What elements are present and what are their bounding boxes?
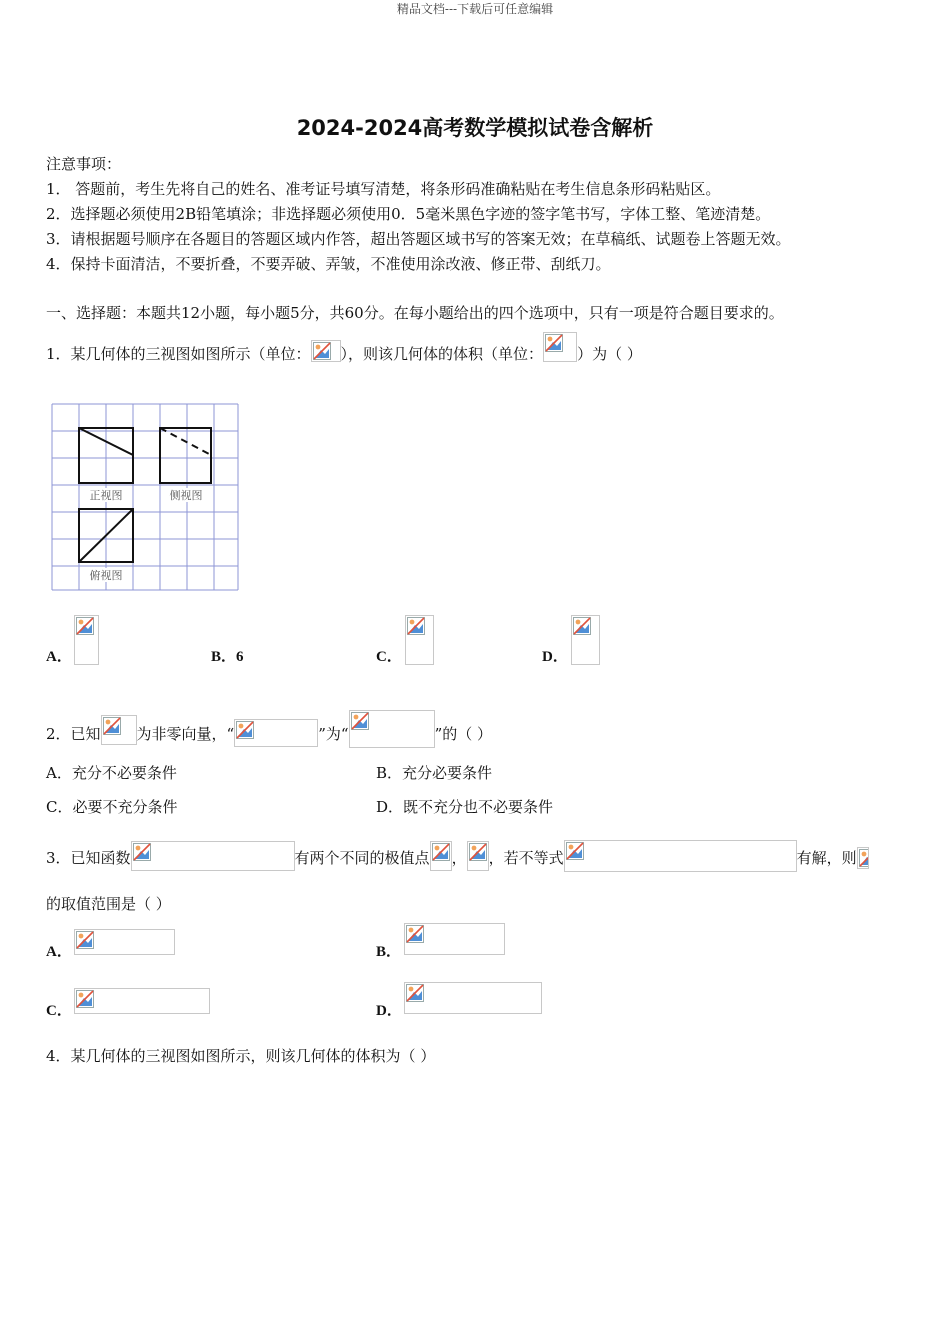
q3-option-a-label[interactable]: A． (46, 944, 72, 960)
question-1-stem: 1．某几何体的三视图如图所示（单位： ），则该几何体的体积（单位： ）为（ ） (46, 340, 642, 370)
q1-option-d-image[interactable] (571, 615, 600, 665)
formula-image (467, 841, 489, 871)
question-3-stem: 3．已知函数 有两个不同的极值点 ， ，若不等式 有解，则 (46, 843, 869, 875)
top-view-label: 俯视图 (89, 569, 123, 582)
notice-item: 2．选择题必须使用2B铅笔填涂；非选择题必须使用0．5毫米黑色字迹的签字笔书写，字体工整、笔迹清楚。 (46, 205, 771, 223)
q1-option-d-label[interactable]: D． (542, 649, 568, 665)
q2-option-c[interactable]: C．必要不充分条件 (46, 798, 178, 816)
notice-item: 4．保持卡面清洁，不要折叠，不要弄破、弄皱，不准使用涂改液、修正带、刮纸刀。 (46, 255, 611, 273)
broken-image-icon (76, 990, 94, 1008)
side-view-rect (160, 428, 211, 483)
broken-image-icon (566, 842, 584, 860)
q1-option-c-image[interactable] (405, 615, 434, 665)
side-view-dashed (160, 428, 211, 455)
q3-option-d-image[interactable] (404, 982, 542, 1014)
q1-option-a-label[interactable]: A． (46, 649, 72, 665)
page-title: 2024-2024高考数学模拟试卷含解析 (296, 116, 654, 140)
broken-image-icon (351, 712, 369, 730)
q3-option-b-image[interactable] (404, 923, 505, 955)
formula-image (857, 847, 869, 869)
formula-image (543, 332, 577, 362)
question-2-stem: 2．已知 为非零向量，“ ”为“ ”的（ ） (46, 716, 492, 754)
q3-option-b-label[interactable]: B． (376, 944, 402, 960)
broken-image-icon (573, 617, 591, 635)
page-header: 精品文档---下载后可任意编辑 (396, 2, 554, 16)
q1-option-c-label[interactable]: C． (376, 649, 402, 665)
q3-option-d-label[interactable]: D． (376, 1003, 402, 1019)
broken-image-icon (236, 721, 254, 739)
formula-image (564, 840, 797, 872)
broken-image-icon (407, 617, 425, 635)
notice-heading: 注意事项： (46, 155, 122, 173)
q2-option-b[interactable]: B．充分必要条件 (376, 764, 493, 782)
q2-option-a[interactable]: A．充分不必要条件 (46, 764, 177, 782)
q2-option-d[interactable]: D．既不充分也不必要条件 (376, 798, 554, 816)
formula-image (349, 710, 435, 748)
q1-option-a-image[interactable] (74, 615, 99, 665)
notice-item: 1． 答题前，考生先将自己的姓名、准考证号填写清楚，将条形码准确粘贴在考生信息条形码粘贴区。 (46, 180, 721, 198)
three-view-figure (48, 400, 240, 592)
broken-image-icon (103, 717, 121, 735)
side-view-label: 侧视图 (169, 489, 203, 502)
question-4-stem: 4．某几何体的三视图如图所示，则该几何体的体积为（ ） (46, 1047, 436, 1065)
q3-option-c-image[interactable] (74, 988, 210, 1014)
broken-image-icon (432, 843, 450, 861)
broken-image-icon (406, 925, 424, 943)
q1-option-b[interactable]: B．6 (211, 649, 244, 665)
broken-image-icon (76, 931, 94, 949)
broken-image-icon (406, 984, 424, 1002)
broken-image-icon (545, 334, 563, 352)
question-3-stem-line2: 的取值范围是（ ） (46, 895, 171, 913)
broken-image-icon (859, 849, 869, 867)
broken-image-icon (76, 617, 94, 635)
formula-image (234, 719, 318, 747)
notice-item: 3．请根据题号顺序在各题目的答题区域内作答，超出答题区域书写的答案无效；在草稿纸、试题卷上答题无效。 (46, 230, 791, 248)
formula-image (131, 841, 295, 871)
broken-image-icon (469, 843, 487, 861)
formula-image (311, 340, 341, 362)
broken-image-icon (133, 843, 151, 861)
q3-option-c-label[interactable]: C． (46, 1003, 72, 1019)
formula-image (101, 715, 137, 745)
section-heading: 一、选择题：本题共12小题，每小题5分，共60分。在每小题给出的四个选项中，只有一项是符合题目要求的。 (46, 304, 784, 322)
formula-image (430, 841, 452, 871)
broken-image-icon (313, 342, 331, 360)
front-view-label: 正视图 (89, 489, 123, 502)
q3-option-a-image[interactable] (74, 929, 175, 955)
